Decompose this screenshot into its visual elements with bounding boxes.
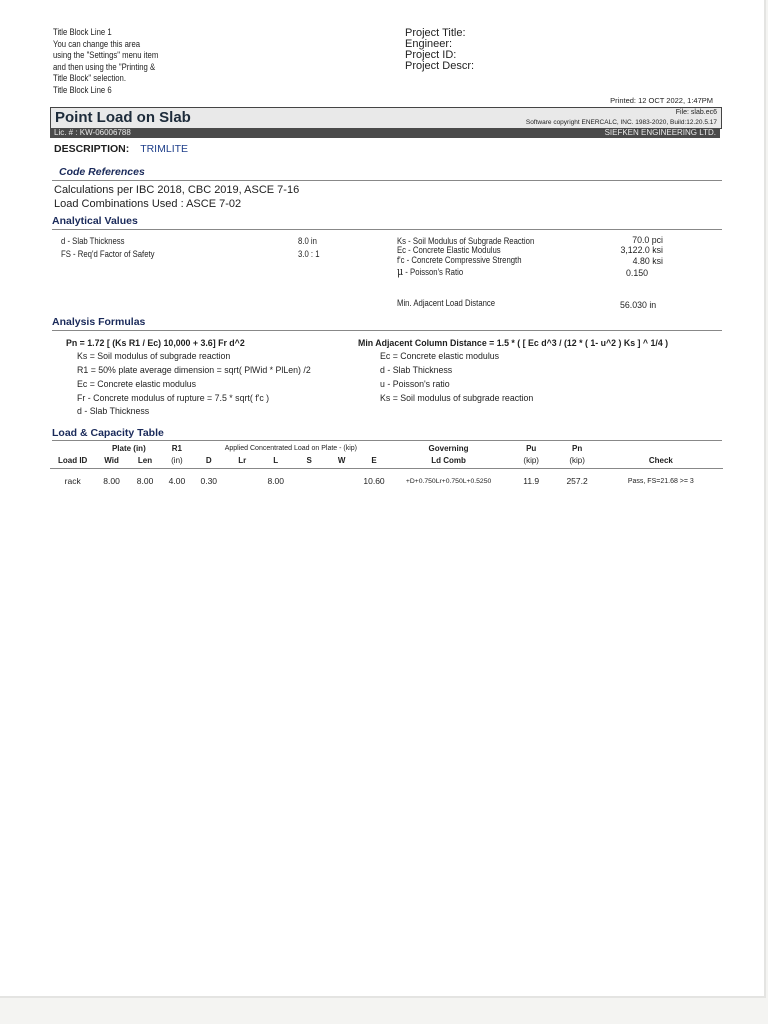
l-cell: 8.00 (267, 476, 284, 487)
fc-value: 4.80 ksi (632, 256, 663, 266)
d-cell: 0.30 (200, 476, 218, 487)
factor-of-safety-value: 3.0 : 1 (298, 249, 320, 259)
column-header: Ld Comb (431, 456, 466, 466)
project-descr-label: Project Descr: (405, 60, 475, 72)
firm-name: SIEFKEN ENGINEERING LTD. (604, 128, 716, 137)
pn-formula: Pn = 1.72 [ (Ks R1 / Ec) 10,000 + 3.6] Fr d^2 (66, 338, 245, 348)
column-header: (in) (171, 456, 183, 466)
r1-group-header: R1 (171, 444, 183, 453)
calc-title: Point Load on Slab (55, 109, 191, 126)
load-capacity-heading: Load & Capacity Table (52, 427, 164, 439)
file-name: File: slab.ec6 (675, 109, 717, 116)
min-distance-formula: Min Adjacent Column Distance = 1.5 * ( [ Ec d^3 / (12 * ( 1- u^2 ) Ks ] ^ 1/4 ) (358, 338, 669, 348)
description-value: TRIMLITE (140, 143, 189, 155)
title-block-line: and then using the "Printing & (53, 61, 156, 72)
e-cell: 10.60 (363, 476, 385, 487)
pn-cell: 257.2 (566, 476, 588, 487)
column-header: Lr (238, 456, 247, 466)
formula-term: u - Poisson's ratio (380, 379, 450, 389)
governing-group-header: Governing (428, 444, 469, 453)
column-header: D (205, 456, 212, 466)
lr-cell (226, 468, 258, 494)
column-header: (kip) (569, 456, 585, 466)
table-group-header-row (50, 443, 723, 454)
column-header: Check (648, 456, 673, 466)
table-row (50, 468, 723, 494)
fc-label: f'c - Concrete Compressive Strength (397, 255, 522, 265)
divider (52, 180, 722, 181)
adjacent-load-label: Min. Adjacent Load Distance (397, 298, 496, 308)
formula-term: Ks = Soil modulus of subgrade reaction (77, 351, 231, 361)
formula-term: R1 = 50% plate average dimension = sqrt( PlWid * PlLen) /2 (77, 365, 311, 375)
poisson-label (397, 266, 463, 279)
ec-value: 3,122.0 ksi (620, 245, 663, 255)
s-cell (293, 468, 325, 494)
ec-label: Ec - Concrete Elastic Modulus (397, 245, 501, 255)
formula-term: Ec = Concrete elastic modulus (77, 379, 197, 389)
code-references-line: Calculations per IBC 2018, CBC 2019, ASCE 7-16 (54, 184, 300, 196)
applied-load-group-header: Applied Concentrated Load on Plate - (kip) (224, 445, 358, 452)
pu-cell: 11.9 (523, 476, 540, 487)
project-info (405, 28, 474, 72)
poisson-value: 0.150 (626, 268, 649, 278)
description (54, 143, 188, 155)
analytical-values-heading: Analytical Values (52, 215, 138, 227)
divider (52, 330, 722, 331)
ld-comb-cell: +D+0.750Lr+0.750L+0.5250 (405, 477, 492, 485)
slab-thickness-value: 8.0 in (298, 236, 317, 246)
mu-symbol-icon: μ (397, 265, 404, 278)
column-header: Load ID (58, 456, 88, 466)
title-block-line: Title Block" selection. (53, 73, 127, 83)
formula-term: Fr - Concrete modulus of rupture = 7.5 * sqrt( f'c ) (77, 393, 270, 403)
column-header: Wid (104, 456, 119, 466)
r1-cell: 4.00 (168, 476, 186, 487)
divider (52, 229, 722, 230)
title-block-line: You can change this area (53, 38, 141, 49)
formula-term: Ec = Concrete elastic modulus (380, 351, 500, 361)
column-header: S (306, 456, 312, 466)
description-label: DESCRIPTION: (54, 143, 130, 155)
ks-label: Ks - Soil Modulus of Subgrade Reaction (397, 236, 535, 246)
wid-cell: 8.00 (103, 476, 120, 487)
check-cell: Pass, FS=21.68 >= 3 (627, 477, 694, 485)
copyright: Software copyright ENERCALC, INC. 1983-2020, Build:12.20.5.17 (525, 119, 717, 126)
table-header-cell (599, 443, 723, 454)
load-id-cell: rack (64, 476, 81, 487)
analysis-formulas-heading: Analysis Formulas (52, 316, 146, 328)
len-cell: 8.00 (136, 476, 154, 487)
formula-term: d - Slab Thickness (77, 406, 150, 416)
formula-term: d - Slab Thickness (380, 365, 453, 375)
load-combinations-line: Load Combinations Used : ASCE 7-02 (54, 198, 242, 210)
engineer-label: Engineer: (405, 38, 453, 50)
table-column-header-row (50, 454, 723, 468)
adjacent-load-value: 56.030 in (620, 300, 657, 310)
title-block-line: using the "Settings" menu item (53, 50, 159, 60)
slab-thickness-label: d - Slab Thickness (61, 236, 125, 246)
license-bar (50, 128, 720, 138)
printed-date: Printed: 12 OCT 2022, 1:47PM (610, 96, 713, 105)
factor-of-safety-label: FS - Req'd Factor of Safety (61, 249, 155, 259)
divider (52, 440, 722, 441)
title-block-line: Title Block Line 1 (53, 27, 112, 37)
load-capacity-table (50, 443, 723, 494)
title-bar (50, 107, 722, 129)
column-header: L (273, 456, 279, 466)
column-header: W (337, 456, 346, 466)
column-header: E (371, 456, 377, 466)
title-block (53, 27, 158, 96)
pu-group-header: Pu (526, 444, 537, 453)
title-block-line: Title Block Line 6 (53, 84, 112, 95)
poisson-label-text: - Poisson's Ratio (403, 267, 464, 277)
project-title-label: Project Title: (405, 27, 466, 39)
column-header: Len (137, 456, 153, 466)
w-cell (325, 468, 357, 494)
formula-term: Ks = Soil modulus of subgrade reaction (380, 393, 534, 403)
pn-group-header: Pn (571, 444, 583, 453)
ks-value: 70.0 pci (632, 235, 663, 245)
code-references-heading: Code References (59, 166, 145, 178)
plate-group-header: Plate (in) (111, 444, 146, 453)
column-header: (kip) (523, 456, 539, 466)
license-number: Lic. # : KW-06006788 (54, 128, 131, 137)
table-header-cell (50, 443, 95, 454)
project-id-label: Project ID: (405, 49, 457, 61)
